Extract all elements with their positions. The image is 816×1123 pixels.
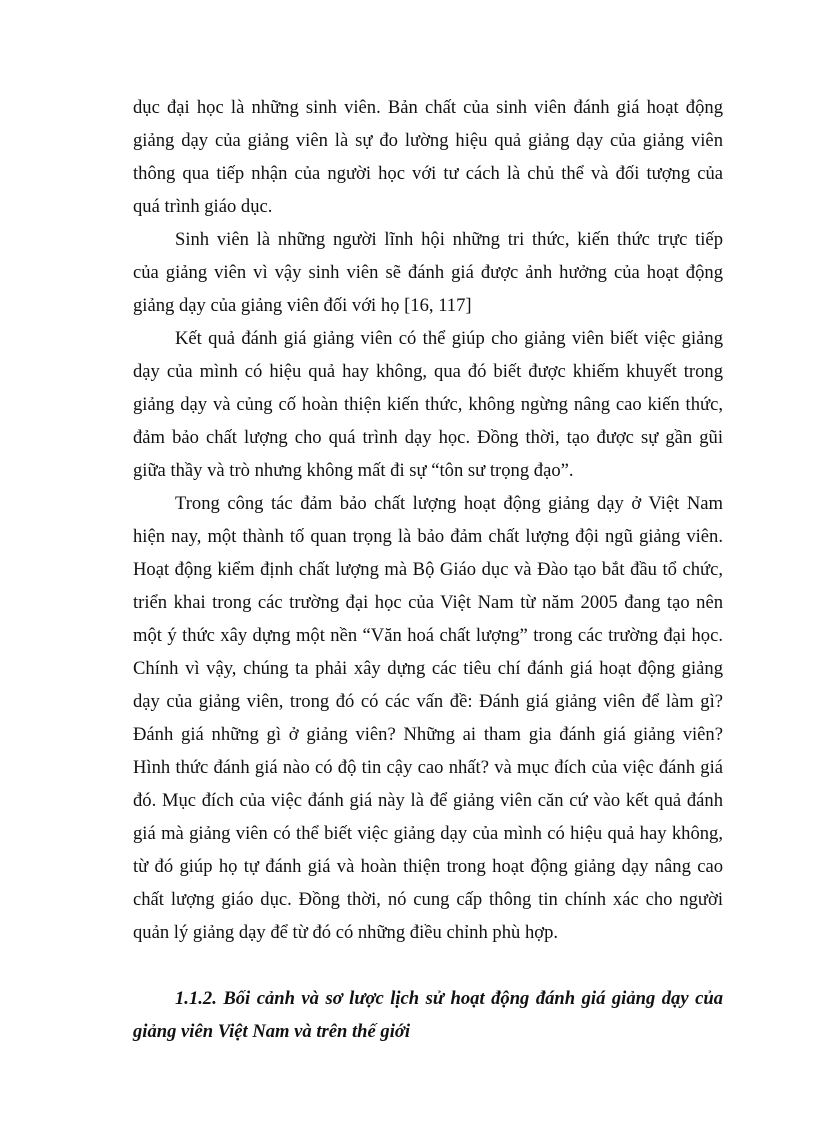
text-line: Hoạt động kiểm định chất lượng mà Bộ Giáo dục và Đào tạo bắt đầu tổ chức, — [133, 559, 723, 580]
paragraph — [133, 91, 723, 223]
text-line: Đánh giá những gì ở giảng viên? Những ai tham gia đánh giá giảng viên? — [133, 724, 723, 745]
text-line: giữa thầy và trò nhưng không mất đi sự “tôn sư trọng đạo”. — [133, 460, 574, 481]
section-heading — [133, 982, 723, 1048]
text-line: đảm bảo chất lượng cho quá trình dạy học. Đồng thời, tạo được sự gần gũi — [133, 427, 723, 448]
blank-line — [133, 949, 723, 982]
text-line: dạy của giảng viên, trong đó có các vấn đề: Đánh giá giảng viên để làm gì? — [133, 691, 723, 712]
heading-line: 1.1.2. Bối cảnh và sơ lược lịch sử hoạt động đánh giá giảng dạy của — [175, 988, 723, 1009]
text-line: giảng dạy của giảng viên là sự đo lường hiệu quả giảng dạy của giảng viên — [133, 130, 723, 151]
paragraph — [133, 322, 723, 487]
text-line: giá mà giảng viên có thể biết việc giảng dạy của mình có hiệu quả hay không, — [133, 823, 723, 844]
text-line: của giảng viên vì vậy sinh viên sẽ đánh giá được ảnh hưởng của hoạt động — [133, 262, 723, 283]
text-line: triển khai trong các trường đại học của Việt Nam từ năm 2005 đang tạo nên — [133, 592, 723, 613]
text-line: Kết quả đánh giá giảng viên có thể giúp cho giảng viên biết việc giảng — [175, 328, 723, 349]
text-line: dục đại học là những sinh viên. Bản chất của sinh viên đánh giá hoạt động — [133, 97, 723, 118]
text-line: quá trình giáo dục. — [133, 196, 273, 217]
text-line: giảng dạy và củng cố hoàn thiện kiến thức, không ngừng nâng cao kiến thức, — [133, 394, 723, 415]
text-line: Chính vì vậy, chúng ta phải xây dựng các tiêu chí đánh giá hoạt động giảng — [133, 658, 723, 679]
text-line: Trong công tác đảm bảo chất lượng hoạt động giảng dạy ở Việt Nam — [175, 493, 723, 514]
body-text — [133, 91, 723, 949]
text-line: dạy của mình có hiệu quả hay không, qua đó biết được khiếm khuyết trong — [133, 361, 723, 382]
document-page — [133, 91, 723, 1048]
text-line: chất lượng giáo dục. Đồng thời, nó cung cấp thông tin chính xác cho người — [133, 889, 723, 910]
paragraph — [133, 223, 723, 322]
text-line: đó. Mục đích của việc đánh giá này là để giảng viên căn cứ vào kết quả đánh — [133, 790, 723, 811]
text-line: quản lý giảng dạy để từ đó có những điều chỉnh phù hợp. — [133, 922, 559, 943]
text-line: từ đó giúp họ tự đánh giá và hoàn thiện trong hoạt động giảng dạy nâng cao — [133, 856, 723, 877]
text-line: thông qua tiếp nhận của người học với tư cách là chủ thể và đối tượng của — [133, 163, 723, 184]
text-line: Hình thức đánh giá nào có độ tin cậy cao nhất? và mục đích của việc đánh giá — [133, 757, 723, 778]
text-line: một ý thức xây dựng một nền “Văn hoá chất lượng” trong các trường đại học. — [133, 625, 723, 646]
text-line: giảng dạy của giảng viên đối với họ [16, 117] — [133, 295, 472, 316]
paragraph — [133, 487, 723, 949]
text-line: hiện nay, một thành tố quan trọng là bảo đảm chất lượng đội ngũ giảng viên. — [133, 526, 723, 547]
heading-line: giảng viên Việt Nam và trên thế giới — [133, 1021, 411, 1042]
text-line: Sinh viên là những người lĩnh hội những tri thức, kiến thức trực tiếp — [175, 229, 723, 250]
